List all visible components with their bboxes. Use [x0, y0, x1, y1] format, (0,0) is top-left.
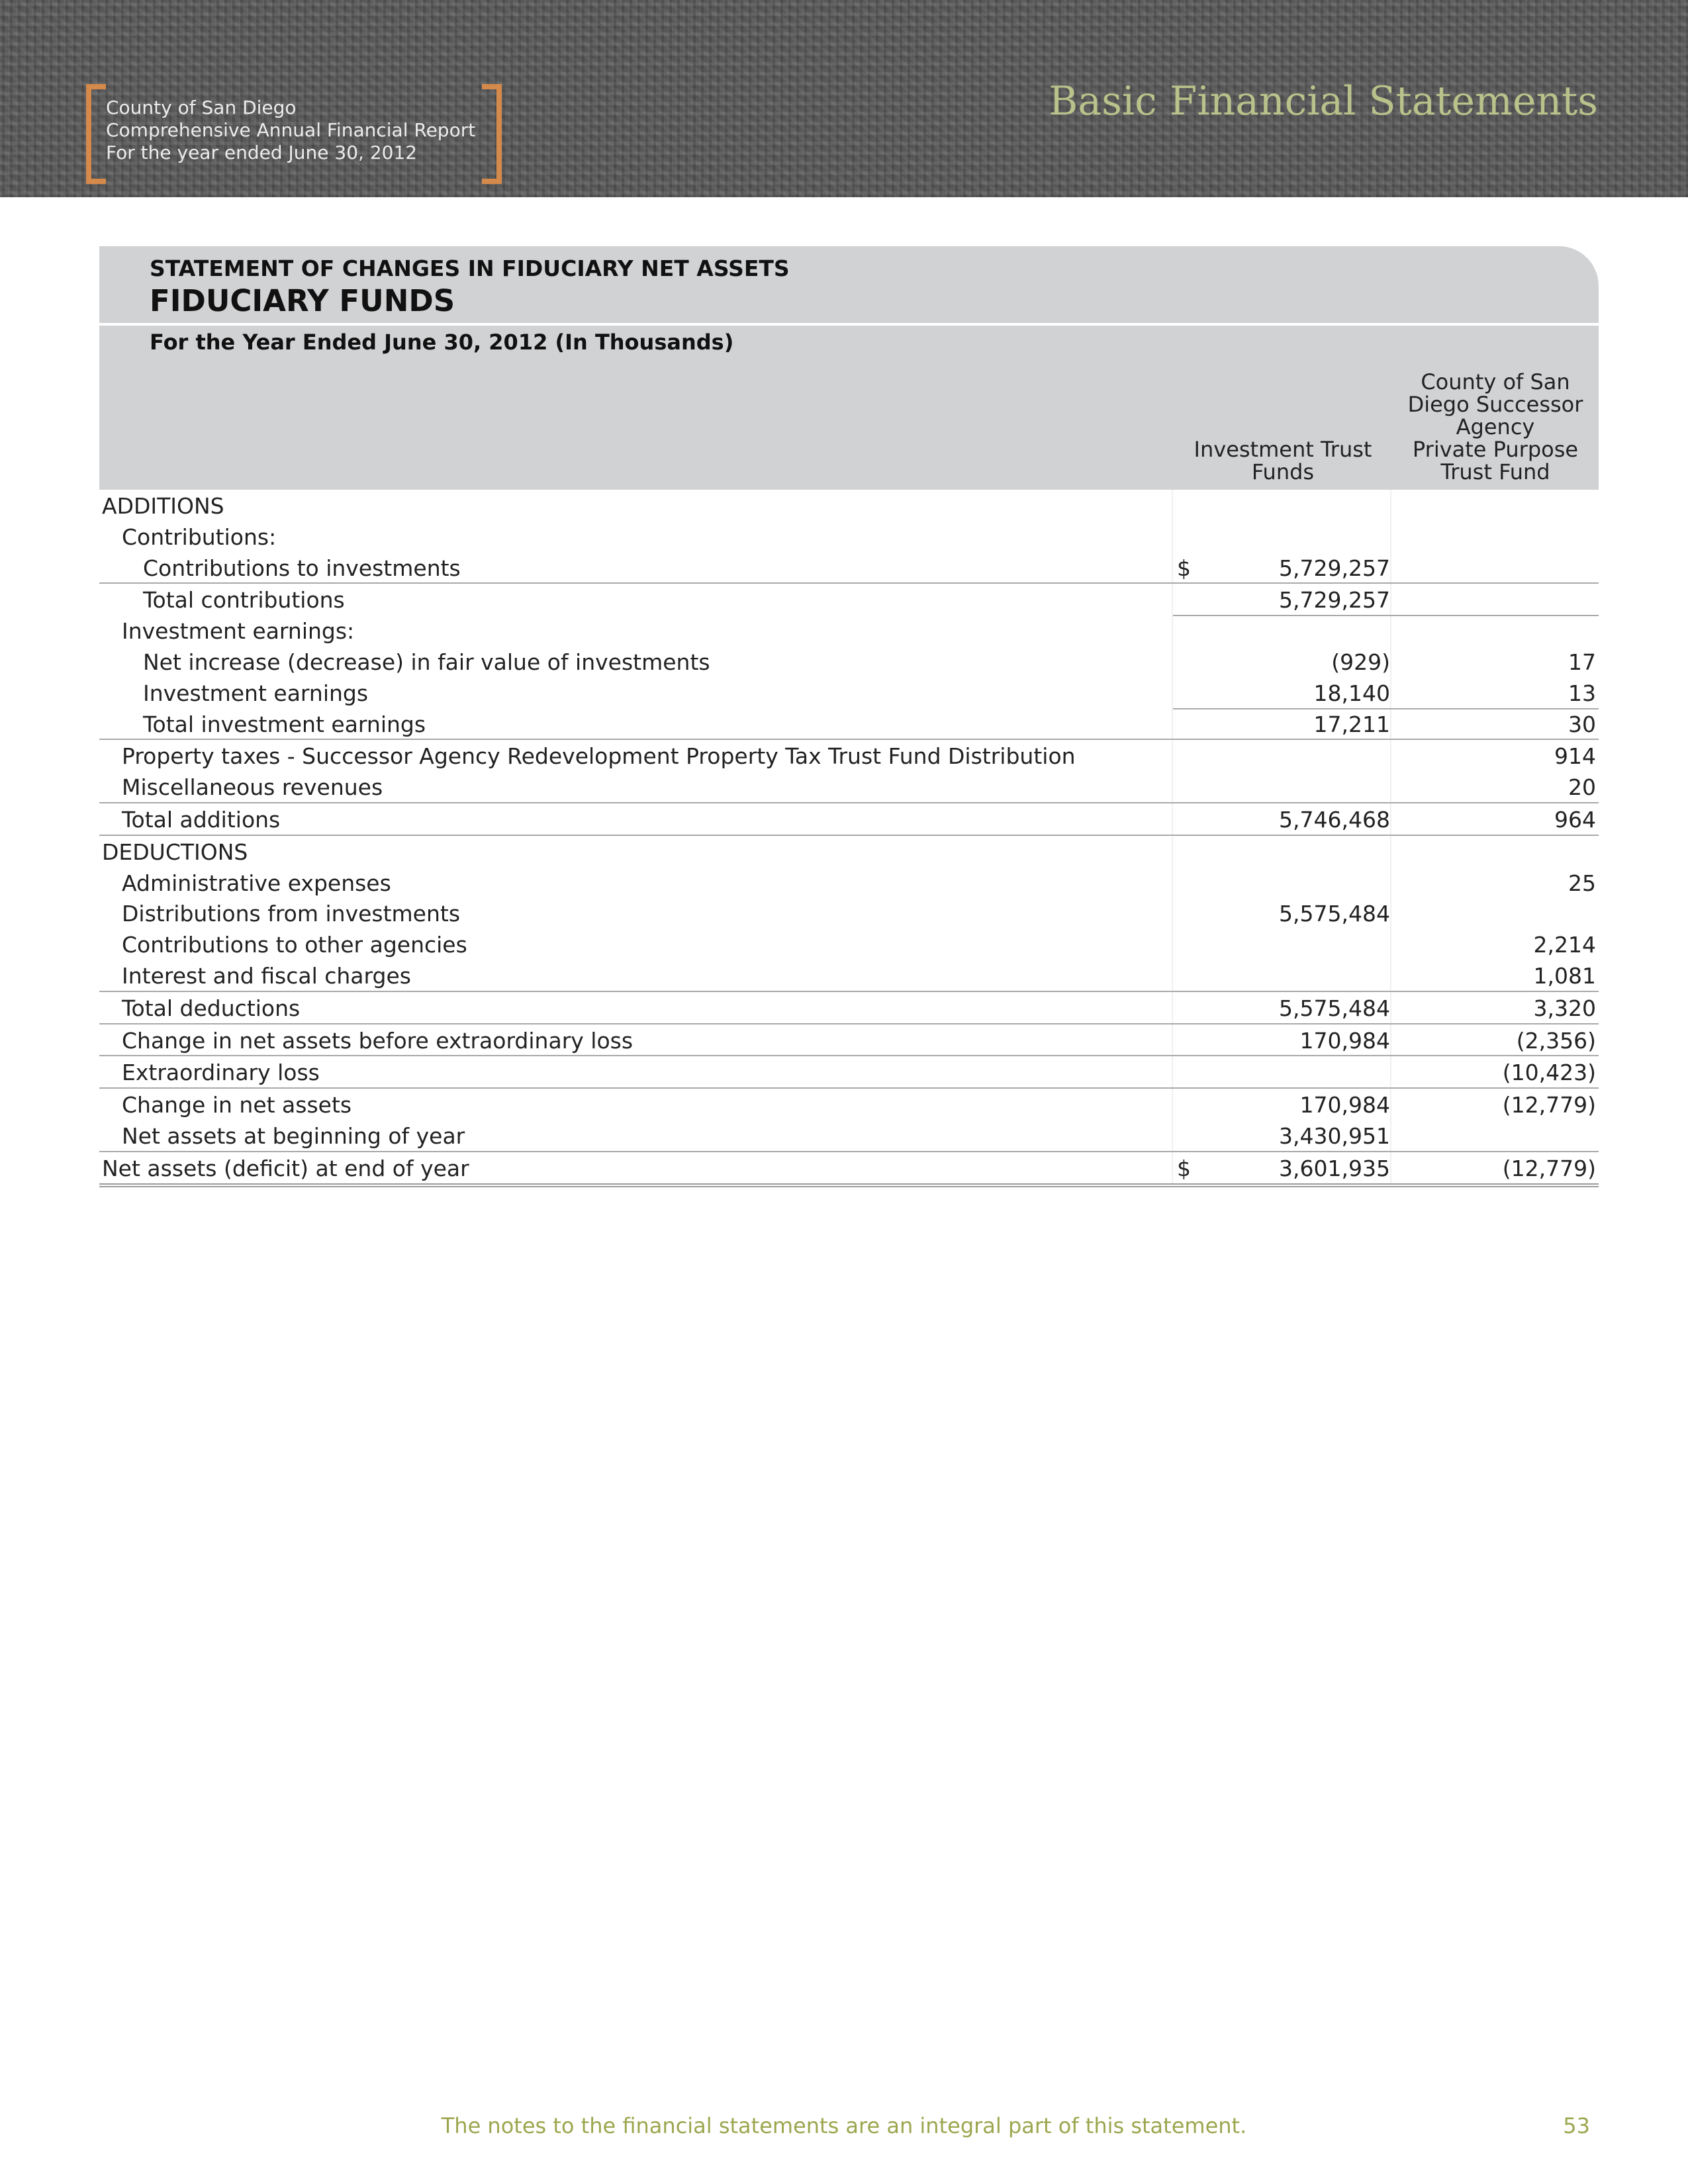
investment-trust-value: (929)	[1331, 649, 1390, 675]
column-separator	[1172, 1056, 1173, 1087]
private-purpose-value: 20	[1568, 774, 1596, 801]
column-separator	[1390, 803, 1391, 835]
column-separator	[1390, 1024, 1391, 1056]
row-label: Interest and fiscal charges	[122, 962, 411, 989]
column-separator	[1172, 960, 1173, 991]
column-separator	[1172, 646, 1173, 677]
table-row	[99, 897, 1599, 929]
investment-trust-value: 170,984	[1299, 1027, 1390, 1054]
header-divider	[99, 323, 1599, 326]
private-purpose-value: 17	[1568, 649, 1596, 675]
table-row	[99, 646, 1599, 677]
column-separator	[1390, 1152, 1391, 1183]
row-label: Distributions from investments	[122, 901, 461, 927]
table-row	[99, 1055, 1599, 1087]
column-separator	[1172, 992, 1173, 1023]
left-bracket-icon	[86, 84, 106, 184]
column-separator	[1172, 677, 1173, 708]
header-banner	[0, 0, 1688, 197]
investment-trust-value: 5,746,468	[1279, 806, 1390, 833]
column-header-investment-trust-funds	[1177, 438, 1389, 483]
private-purpose-value: 1,081	[1533, 962, 1596, 989]
row-label: Total additions	[122, 806, 281, 833]
row-label: Total deductions	[122, 995, 301, 1021]
currency-symbol: $	[1177, 1155, 1191, 1181]
row-label: Investment earnings:	[122, 618, 355, 645]
row-label: DEDUCTIONS	[102, 839, 248, 865]
table-row	[99, 1023, 1599, 1056]
column-separator	[1172, 1089, 1173, 1120]
row-label: Change in net assets before extraordinary loss	[122, 1027, 633, 1054]
private-purpose-value: 25	[1568, 870, 1596, 896]
column-separator	[1172, 552, 1173, 583]
column-separator	[1390, 867, 1391, 898]
table-row	[99, 835, 1599, 867]
table-row	[99, 1151, 1599, 1187]
table-row	[99, 615, 1599, 646]
table-row	[99, 771, 1599, 802]
column-separator	[1390, 490, 1391, 521]
table-row	[99, 960, 1599, 991]
investment-trust-value: 17,211	[1313, 711, 1390, 737]
private-purpose-value: 914	[1554, 743, 1596, 770]
column-separator	[1172, 867, 1173, 898]
table-row	[99, 552, 1599, 583]
investment-trust-value: 3,430,951	[1279, 1122, 1390, 1149]
column-separator	[1390, 646, 1391, 677]
column-separator	[1390, 1089, 1391, 1120]
currency-symbol: $	[1177, 555, 1191, 581]
column-separator	[1390, 615, 1391, 646]
table-row	[99, 991, 1599, 1023]
column-separator	[1172, 1152, 1173, 1183]
row-label: Contributions to other agencies	[122, 932, 467, 958]
row-label: Miscellaneous revenues	[122, 774, 383, 801]
column-header-line: County of San	[1421, 369, 1570, 394]
column-header-private-purpose-trust-fund	[1392, 371, 1599, 483]
footer-note: The notes to the financial statements are an integral part of this statement.	[441, 2113, 1247, 2138]
investment-trust-value: 170,984	[1299, 1092, 1390, 1118]
column-separator	[1390, 740, 1391, 771]
statement-subtitle: For the Year Ended June 30, 2012 (In Thousands)	[150, 330, 734, 355]
row-label: Change in net assets	[122, 1092, 352, 1118]
column-header-line: Trust Fund	[1440, 459, 1550, 484]
investment-trust-value: 18,140	[1313, 680, 1390, 706]
private-purpose-value: 13	[1568, 680, 1596, 706]
report-line-title: Comprehensive Annual Financial Report	[106, 119, 476, 141]
row-label: Total contributions	[143, 587, 345, 614]
column-separator	[1390, 960, 1391, 991]
investment-trust-value: 5,575,484	[1279, 995, 1390, 1021]
table-row	[99, 867, 1599, 898]
section-title: Basic Financial Statements	[1049, 78, 1598, 124]
column-separator	[1172, 740, 1173, 771]
column-separator	[1390, 1120, 1391, 1151]
private-purpose-value: (12,779)	[1502, 1092, 1596, 1118]
column-separator	[1172, 803, 1173, 835]
table-row	[99, 677, 1599, 708]
private-purpose-value: 964	[1554, 806, 1596, 833]
column-separator	[1390, 771, 1391, 802]
column-separator	[1390, 992, 1391, 1023]
column-separator	[1390, 836, 1391, 867]
column-separator	[1390, 552, 1391, 583]
row-label: Investment earnings	[143, 680, 369, 706]
investment-trust-value: 5,729,257	[1279, 587, 1390, 614]
table-row	[99, 708, 1599, 739]
row-label: Extraordinary loss	[122, 1060, 320, 1086]
page-number: 53	[1563, 2113, 1590, 2138]
private-purpose-value: 3,320	[1533, 995, 1596, 1021]
private-purpose-value: 30	[1568, 711, 1596, 737]
column-separator	[1390, 677, 1391, 708]
table-row	[99, 739, 1599, 771]
table-row	[99, 490, 1599, 521]
column-separator	[1172, 771, 1173, 802]
statement-header	[99, 246, 1599, 490]
column-separator	[1390, 521, 1391, 552]
report-line-county: County of San Diego	[106, 97, 297, 118]
right-bracket-icon	[482, 84, 502, 184]
table-row	[99, 929, 1599, 960]
row-label: Administrative expenses	[122, 870, 391, 896]
column-header-line: Funds	[1251, 459, 1315, 484]
row-label: Contributions:	[122, 523, 277, 550]
row-label: Net increase (decrease) in fair value of investments	[143, 649, 710, 675]
row-label: Net assets at beginning of year	[122, 1122, 465, 1149]
column-separator	[1172, 708, 1173, 739]
investment-trust-value: 5,575,484	[1279, 901, 1390, 927]
column-separator	[1172, 490, 1173, 521]
column-header-line: Private Purpose	[1412, 437, 1579, 462]
statement-table	[99, 490, 1599, 1187]
column-separator	[1172, 836, 1173, 867]
column-header-line: Agency	[1456, 414, 1535, 439]
statement-supertitle: STATEMENT OF CHANGES IN FIDUCIARY NET ASSETS	[150, 255, 790, 281]
column-separator	[1172, 615, 1173, 646]
statement-title: FIDUCIARY FUNDS	[150, 283, 455, 318]
private-purpose-value: 2,214	[1533, 932, 1596, 958]
investment-trust-value: 3,601,935	[1279, 1155, 1390, 1181]
column-separator	[1172, 929, 1173, 960]
column-separator	[1390, 1056, 1391, 1087]
table-row	[99, 1087, 1599, 1120]
column-separator	[1172, 1024, 1173, 1056]
report-identifier	[106, 97, 490, 164]
column-header-line: Investment Trust	[1194, 437, 1372, 462]
row-label: Contributions to investments	[143, 555, 461, 581]
report-line-period: For the year ended June 30, 2012	[106, 142, 418, 163]
column-separator	[1390, 584, 1391, 615]
row-label: ADDITIONS	[102, 493, 224, 519]
row-label: Net assets (deficit) at end of year	[102, 1155, 469, 1181]
column-separator	[1172, 521, 1173, 552]
row-label: Property taxes - Successor Agency Redevelopment Property Tax Trust Fund Distribution	[122, 743, 1076, 770]
table-row	[99, 521, 1599, 552]
column-header-line: Diego Successor	[1407, 392, 1583, 417]
private-purpose-value: (2,356)	[1516, 1027, 1596, 1054]
table-row	[99, 582, 1599, 615]
column-separator	[1172, 584, 1173, 615]
column-separator	[1172, 1120, 1173, 1151]
table-row	[99, 802, 1599, 835]
column-separator	[1390, 897, 1391, 929]
investment-trust-value: 5,729,257	[1279, 555, 1390, 581]
private-purpose-value: (10,423)	[1502, 1060, 1596, 1086]
column-separator	[1390, 708, 1391, 739]
column-separator	[1390, 929, 1391, 960]
row-label: Total investment earnings	[143, 711, 426, 737]
private-purpose-value: (12,779)	[1502, 1155, 1596, 1181]
table-row	[99, 1120, 1599, 1151]
column-separator	[1172, 897, 1173, 929]
